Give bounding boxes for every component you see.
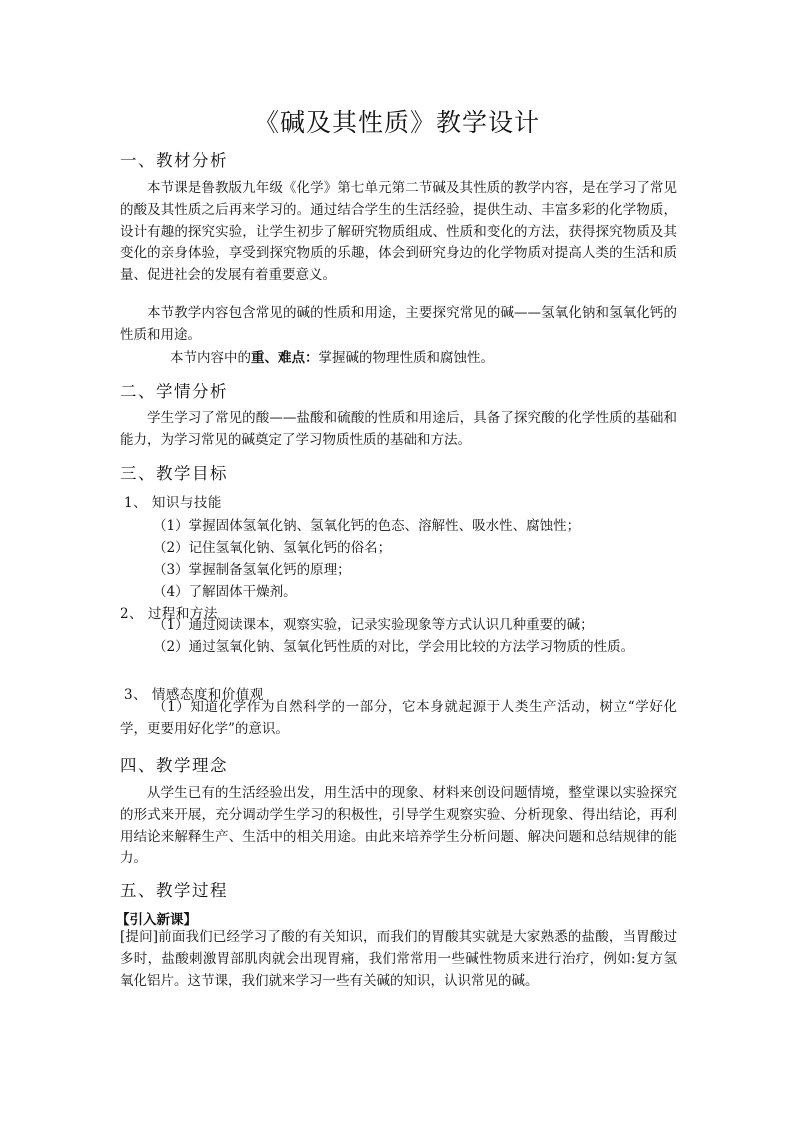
goal-item-1-2: （2）记住氢氧化钠、氢氧化钙的俗名； (153, 540, 392, 556)
paragraph-intro-question: [提问]前面我们已经学习了酸的有关知识，而我们的胃酸其实就是大家熟悉的盐酸，当胃酸过多时，盐酸刺激胃部肌肉就会出现胃痛，我们常常用一些碱性物质来进行治疗，例如:复方氢氧化铝片。这节课，我们就来学习一些有关碱的知识，认识常见的碱。 (120, 929, 677, 989)
key-points-label: 重、难点： (251, 350, 319, 366)
subheading-knowledge-skills: 1、 知识与技能 (124, 495, 222, 511)
paragraph-teaching-philosophy: 从学生已有的生活经验出发，用生活中的现象、材料来创设问题情境，整堂课以实验探究的形式来开展，充分调动学生学习的积极性，引导学生观察实验、分析现象、得出结论，再利用结论来解释生产、生活中的相关用途。由此来培养学生分析问题、解决问题和总结规律的能力。 (120, 785, 677, 867)
paragraph-key-points (170, 346, 494, 366)
paragraph-textbook-analysis-1: 本节课是鲁教版九年级《化学》第七单元第二节碱及其性质的教学内容，是在学习了常见的酸及其性质之后再来学习的。通过结合学生的生活经验，提供生动、丰富多彩的化学物质，设计有趣的探究实验，让学生初步了解研究物质组成、性质和变化的方法，获得探究物质及其变化的亲身体验，享受到探究物质的乐趣，体会到研究身边的化学物质对提高人类的生活和质量、促进社会的发展有着重要意义。 (120, 180, 677, 284)
goal-item-1-4: （4）了解固体干燥剂。 (153, 584, 297, 600)
paragraph-textbook-analysis-2: 本节教学内容包含常见的碱的性质和用途，主要探究常见的碱——氢氧化钠和氢氧化钙的性质和用途。 (120, 305, 677, 343)
subheading-attitude-values: 3、 情感态度和价值观 (124, 687, 264, 703)
goal-item-1-3: （3）掌握制备氢氧化钙的原理； (153, 562, 351, 578)
section-heading-teaching-process: 五、教学过程 (120, 881, 228, 900)
goal-item-2-2: （2）通过氢氧化钠、氢氧化钙性质的对比，学会用比较的方法学习物质的性质。 (153, 639, 635, 655)
paragraph-student-analysis: 学生学习了常见的酸——盐酸和硫酸的性质和用途后，具备了探究酸的化学性质的基础和能力，为学习常见的碱奠定了学习物质性质的基础和方法。 (120, 410, 677, 448)
section-heading-textbook-analysis: 一、教材分析 (120, 151, 228, 170)
key-points-text: 掌握碱的物理性质和腐蚀性。 (318, 350, 494, 366)
document-title: 《碱及其性质》教学设计 (253, 108, 540, 137)
goal-item-3-1: （1）知道化学作为自然科学的一部分，它本身就起源于人类生产活动，树立“学好化学，更要用好化学”的意识。 (120, 699, 677, 737)
goal-item-1-1: （1）掌握固体氢氧化钠、氢氧化钙的色态、溶解性、吸水性、腐蚀性； (153, 518, 581, 534)
subheading-process-method: 2、 过程和方法 (120, 606, 218, 622)
section-heading-teaching-philosophy: 四、教学理念 (120, 756, 228, 775)
section-heading-student-analysis: 二、学情分析 (120, 382, 228, 401)
key-points-prefix: 本节内容中的 (170, 350, 251, 366)
intro-lesson-label: 【引入新课】 (116, 912, 197, 928)
section-heading-teaching-goals: 三、教学目标 (120, 464, 228, 483)
goal-item-2-1: （1）通过阅读课本，观察实验，记录实验现象等方式认识几种重要的碱； (153, 617, 594, 633)
